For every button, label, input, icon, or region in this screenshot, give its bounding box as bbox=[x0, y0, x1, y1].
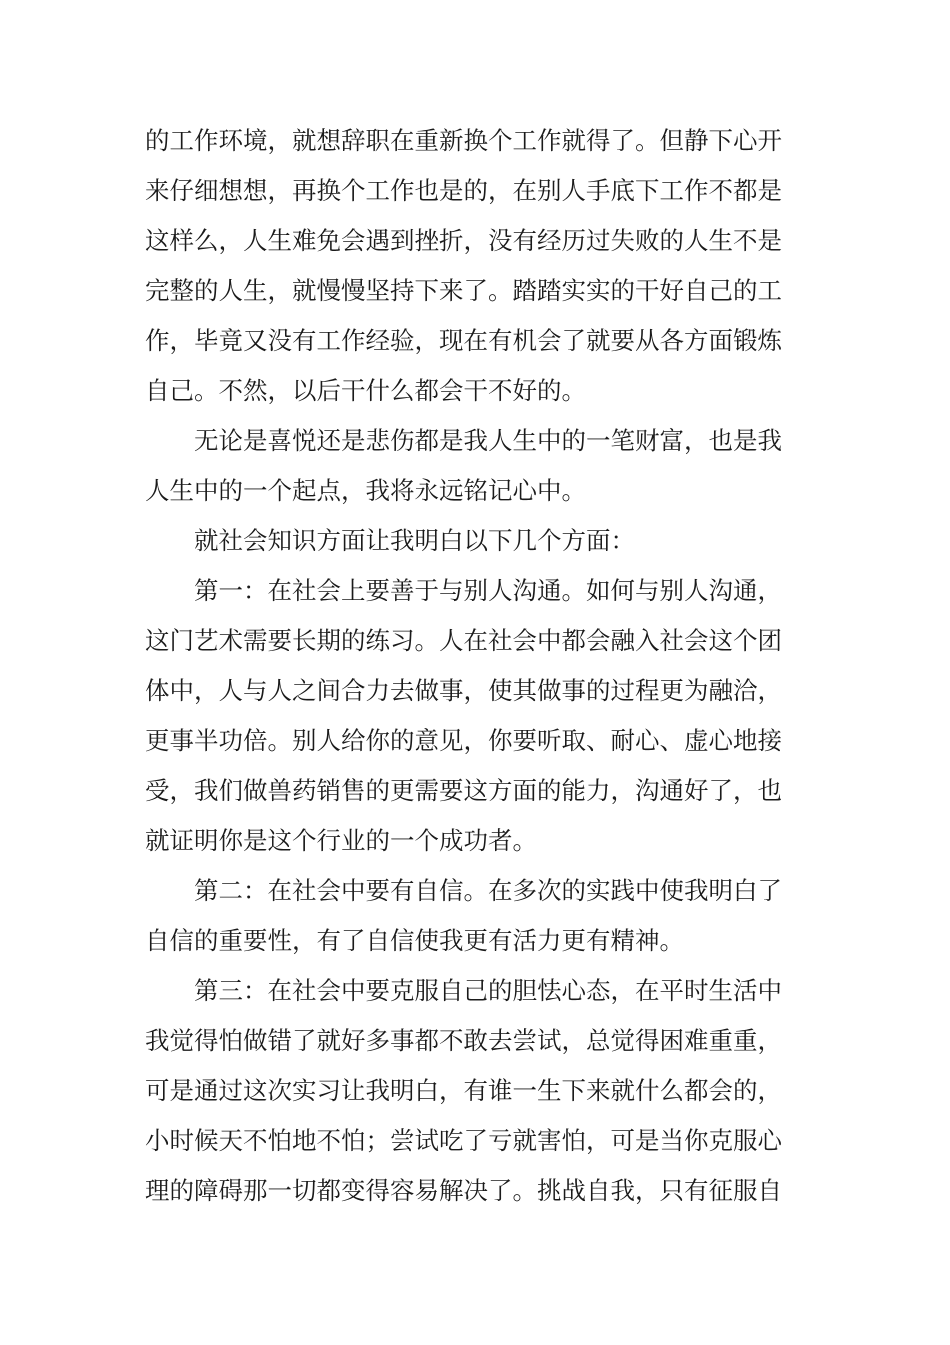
text-line: 的工作环境，就想辞职在重新换个工作就得了。但静下心开 bbox=[145, 126, 782, 155]
text-line: 自信的重要性，有了自信使我更有活力更有精神。 bbox=[145, 926, 684, 955]
text-line: 更事半功倍。别人给你的意见，你要听取、耐心、虚心地接 bbox=[145, 726, 782, 755]
text-line: 小时候天不怕地不怕；尝试吃了亏就害怕，可是当你克服心 bbox=[145, 1126, 782, 1155]
text-line: 人生中的一个起点，我将永远铭记心中。 bbox=[145, 476, 586, 505]
text-line: 体中，人与人之间合力去做事，使其做事的过程更为融洽， bbox=[145, 676, 782, 705]
text-line: 作，毕竟又没有工作经验，现在有机会了就要从各方面锻炼 bbox=[145, 326, 782, 355]
text-line: 这样么，人生难免会遇到挫折，没有经历过失败的人生不是 bbox=[145, 226, 782, 255]
paragraph-first-line: 就社会知识方面让我明白以下几个方面： bbox=[194, 526, 635, 555]
paragraph-first-line: 无论是喜悦还是悲伤都是我人生中的一笔财富，也是我 bbox=[194, 426, 782, 455]
text-line: 受，我们做兽药销售的更需要这方面的能力，沟通好了，也 bbox=[145, 776, 782, 805]
text-line: 就证明你是这个行业的一个成功者。 bbox=[145, 826, 537, 855]
text-line: 可是通过这次实习让我明白，有谁一生下来就什么都会的， bbox=[145, 1076, 782, 1105]
text-line: 来仔细想想，再换个工作也是的，在别人手底下工作不都是 bbox=[145, 176, 782, 205]
text-line: 理的障碍那一切都变得容易解决了。挑战自我，只有征服自 bbox=[145, 1176, 782, 1205]
text-line: 我觉得怕做错了就好多事都不敢去尝试，总觉得困难重重， bbox=[145, 1026, 782, 1055]
text-line: 自己。不然，以后干什么都会干不好的。 bbox=[145, 376, 586, 405]
paragraph-first-line: 第三：在社会中要克服自己的胆怯心态，在平时生活中 bbox=[194, 976, 782, 1005]
paragraph-first-line: 第一：在社会上要善于与别人沟通。如何与别人沟通， bbox=[194, 576, 782, 605]
paragraph-first-line: 第二：在社会中要有自信。在多次的实践中使我明白了 bbox=[194, 876, 782, 905]
text-line: 这门艺术需要长期的练习。人在社会中都会融入社会这个团 bbox=[145, 626, 782, 655]
text-line: 完整的人生，就慢慢坚持下来了。踏踏实实的干好自己的工 bbox=[145, 276, 782, 305]
body-text bbox=[145, 116, 782, 1216]
